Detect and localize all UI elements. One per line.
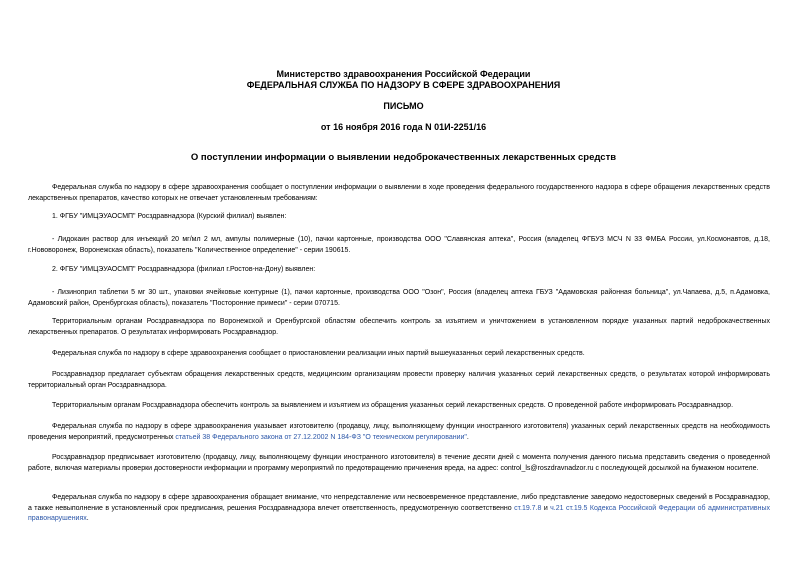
page-title: О поступлении информации о выявлении недоброкачественных лекарственных средств [190,152,617,163]
liability-text-a: Федеральная служба по надзору в сфере здравоохранения обращает внимание, что непредставление или несвоевременное представление, либо представление заведомо недостоверных сведений в Росздравнадзор, а также невыполнение в установленный срок предписания, решения Росздравнадзора влечет ответственность, предусмотренную соответственно [28,494,770,512]
paragraph-manufacturer [28,422,770,443]
doc-type: ПИСЬМО [383,101,424,111]
paragraph-intro: Федеральная служба по надзору в сфере здравоохранения сообщает о поступлении информации о выявлении в ходе проведения федерального государственного надзора в сфере обращения лекарственных средств лекарственных препаратов, качество которых не отвечает установленным требованиям: [28,184,770,202]
paragraph-withdrawal: Территориальным органам Росздравнадзора обеспечить контроль за выявлением и изъятием из обращения указанных серий лекарственных средств. О проведенной работе информировать Росздравнадзор. [52,402,734,409]
paragraph-finding-2: 2. ФГБУ "ИМЦЭУАОСМП" Росздравнадзора (филиал г.Ростов-на-Дону) выявлен: [52,266,316,273]
liability-text-b: . [86,515,89,522]
article-19-7-8-link[interactable]: ст.19.7.8 [514,504,542,512]
paragraph-territorial-control: Территориальным органам Росздравнадзора по Воронежской и Оренбургской областям обеспечить контроль за изъятием и уничтожением в установленном порядке указанных партий недоброкачественных лекарственных препаратов. О результатах информировать Росздравнадзор. [28,318,770,336]
manufacturer-text-b: . [466,433,469,441]
manufacturer-text-a: Федеральная служба по надзору в сфере здравоохранения указывает изготовителю (продавцу, лицу, выполняющему функции иностранного изготовителя) указанных серий лекарственных средств на необходимость проведения мероприятий, предусмотренных [28,423,770,441]
paragraph-prescription: Росздравнадзор предписывает изготовителю (продавцу, лицу, выполняющему функции иностранного изготовителя) в течение десяти дней с момента получения данного письма представить сведения о проведенной работе, включая материалы проверки достоверности информации и программу мероприятий по предотвращению причинения вреда, на адрес: control_ls@roszdravnadzor.ru с последующей досылкой на бумажном носителе. [28,454,770,472]
paragraph-lidocaine: - Лидокаин раствор для инъекций 20 мг/мл 2 мл, ампулы полимерные (10), пачки картонные, производства ООО "Славянская аптека", Россия (владелец ФГБУЗ МСЧ N 33 ФМБА России, ул.Космонавтов, д.18, г.Нововоронеж, Воронежская область), показатель "Количественное определение" - серии 190615. [28,236,770,254]
paragraph-finding-1: 1. ФГБУ "ИМЦЭУАОСМП" Росздравнадзора (Курский филиал) выявлен: [52,213,287,220]
law-article-38-link[interactable]: статьей 38 Федерального закона от 27.12.2002 N 184-ФЗ "О техническом регулировании" [175,433,467,441]
doc-date-number: от 16 ноября 2016 года N 01И-2251/16 [320,122,487,132]
paragraph-liability [28,493,770,525]
paragraph-lisinopril: - Лизиноприл таблетки 5 мг 30 шт., упаковки ячейковые контурные (1), пачки картонные, производства ООО "Озон", Россия (владелец аптека ГБУЗ "Адамовская районная больница", ул.Чапаева, д.5, п.Адамовка, Адамовский район, Оренбургская область), показатель "Посторонние примеси" - серии 070715. [28,289,770,307]
ministry-name: Министерство здравоохранения Российской Федерации [276,69,531,79]
liability-text-mid: и [541,504,551,512]
service-name: ФЕДЕРАЛЬНАЯ СЛУЖБА ПО НАДЗОРУ В СФЕРЕ ЗДРАВООХРАНЕНИЯ [246,80,561,90]
paragraph-inspection: Росздравнадзор предлагает субъектам обращения лекарственных средств, медицинским организациям провести проверку наличия указанных серий лекарственных средств, о результатах которой информировать территориальный орган Росздравнадзора. [28,371,770,389]
paragraph-suspension: Федеральная служба по надзору в сфере здравоохранения сообщает о приостановлении реализации иных партий вышеуказанных серий лекарственных средств. [52,350,585,357]
koap-article-19-5-link[interactable]: ч.21 ст.19.5 Кодекса Российской Федерации об административных правонарушениях [28,504,770,522]
